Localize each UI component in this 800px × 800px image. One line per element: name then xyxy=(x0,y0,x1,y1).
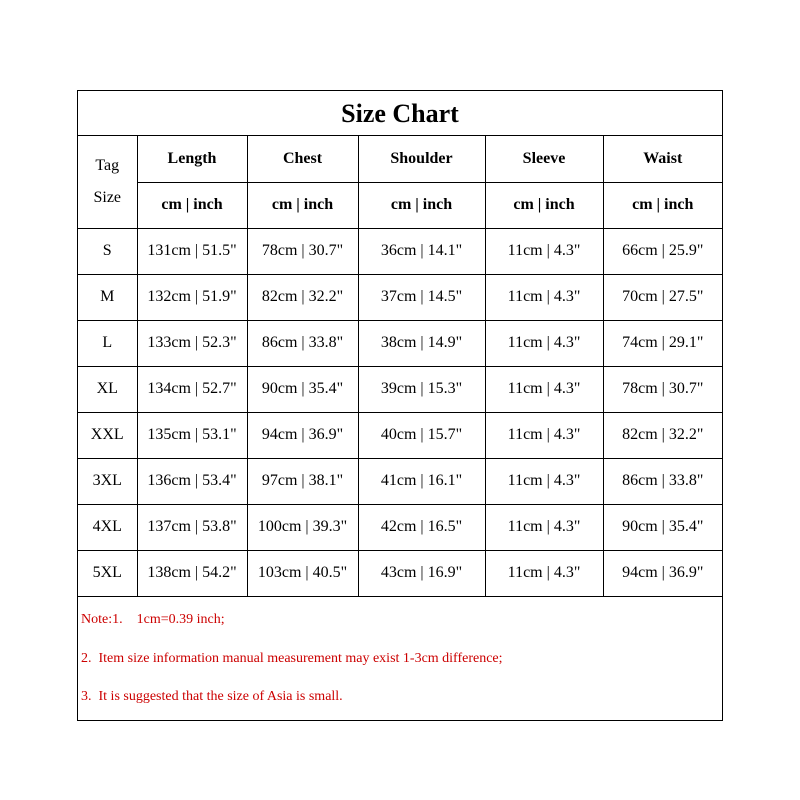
waist-cell: 86cm | 33.8" xyxy=(603,458,722,504)
note-1: Note:1. 1cm=0.39 inch; xyxy=(81,612,225,627)
size-cell: 5XL xyxy=(78,550,137,596)
size-cell: XXL xyxy=(78,412,137,458)
unit-row xyxy=(78,182,722,228)
chart-title: Size Chart xyxy=(78,91,722,136)
sleeve-cell: 11cm | 4.3" xyxy=(485,550,603,596)
size-table xyxy=(78,136,722,597)
sleeve-cell: 11cm | 4.3" xyxy=(485,320,603,366)
size-chart xyxy=(77,90,723,721)
unit-label: cm | inch xyxy=(137,182,247,228)
waist-cell: 90cm | 35.4" xyxy=(603,504,722,550)
table-row xyxy=(78,274,722,320)
unit-label: cm | inch xyxy=(358,182,485,228)
column-header-sleeve: Sleeve xyxy=(485,136,603,182)
length-cell: 132cm | 51.9" xyxy=(137,274,247,320)
shoulder-cell: 42cm | 16.5" xyxy=(358,504,485,550)
sleeve-cell: 11cm | 4.3" xyxy=(485,504,603,550)
chest-cell: 82cm | 32.2" xyxy=(247,274,358,320)
size-label: Size xyxy=(93,188,122,206)
shoulder-cell: 37cm | 14.5" xyxy=(358,274,485,320)
size-cell: 3XL xyxy=(78,458,137,504)
chest-cell: 94cm | 36.9" xyxy=(247,412,358,458)
waist-cell: 66cm | 25.9" xyxy=(603,228,722,274)
table-row xyxy=(78,458,722,504)
shoulder-cell: 39cm | 15.3" xyxy=(358,366,485,412)
table-row xyxy=(78,228,722,274)
table-row xyxy=(78,504,722,550)
unit-label: cm | inch xyxy=(485,182,603,228)
sleeve-cell: 11cm | 4.3" xyxy=(485,274,603,320)
chest-cell: 90cm | 35.4" xyxy=(247,366,358,412)
chest-cell: 97cm | 38.1" xyxy=(247,458,358,504)
chest-cell: 103cm | 40.5" xyxy=(247,550,358,596)
shoulder-cell: 36cm | 14.1" xyxy=(358,228,485,274)
waist-cell: 70cm | 27.5" xyxy=(603,274,722,320)
length-cell: 134cm | 52.7" xyxy=(137,366,247,412)
waist-cell: 94cm | 36.9" xyxy=(603,550,722,596)
size-cell: L xyxy=(78,320,137,366)
length-cell: 136cm | 53.4" xyxy=(137,458,247,504)
shoulder-cell: 38cm | 14.9" xyxy=(358,320,485,366)
chest-cell: 86cm | 33.8" xyxy=(247,320,358,366)
tag-label: Tag xyxy=(95,156,120,174)
note-3: 3. It is suggested that the size of Asia is small. xyxy=(81,689,343,704)
size-cell: 4XL xyxy=(78,504,137,550)
size-cell: XL xyxy=(78,366,137,412)
header-row xyxy=(78,136,722,182)
size-cell: M xyxy=(78,274,137,320)
table-row xyxy=(78,550,722,596)
size-cell: S xyxy=(78,228,137,274)
shoulder-cell: 41cm | 16.1" xyxy=(358,458,485,504)
note-2: 2. Item size information manual measurement may exist 1-3cm difference; xyxy=(81,651,503,666)
column-header-chest: Chest xyxy=(247,136,358,182)
length-cell: 135cm | 53.1" xyxy=(137,412,247,458)
column-header-waist: Waist xyxy=(603,136,722,182)
length-cell: 131cm | 51.5" xyxy=(137,228,247,274)
length-cell: 133cm | 52.3" xyxy=(137,320,247,366)
chest-cell: 78cm | 30.7" xyxy=(247,228,358,274)
unit-label: cm | inch xyxy=(247,182,358,228)
chest-cell: 100cm | 39.3" xyxy=(247,504,358,550)
column-header-length: Length xyxy=(137,136,247,182)
sleeve-cell: 11cm | 4.3" xyxy=(485,228,603,274)
waist-cell: 82cm | 32.2" xyxy=(603,412,722,458)
shoulder-cell: 43cm | 16.9" xyxy=(358,550,485,596)
unit-label: cm | inch xyxy=(603,182,722,228)
table-row xyxy=(78,366,722,412)
length-cell: 137cm | 53.8" xyxy=(137,504,247,550)
waist-cell: 74cm | 29.1" xyxy=(603,320,722,366)
shoulder-cell: 40cm | 15.7" xyxy=(358,412,485,458)
sleeve-cell: 11cm | 4.3" xyxy=(485,412,603,458)
sleeve-cell: 11cm | 4.3" xyxy=(485,458,603,504)
length-cell: 138cm | 54.2" xyxy=(137,550,247,596)
tag-size-header xyxy=(78,136,137,228)
waist-cell: 78cm | 30.7" xyxy=(603,366,722,412)
table-row xyxy=(78,320,722,366)
sleeve-cell: 11cm | 4.3" xyxy=(485,366,603,412)
table-row xyxy=(78,412,722,458)
column-header-shoulder: Shoulder xyxy=(358,136,485,182)
